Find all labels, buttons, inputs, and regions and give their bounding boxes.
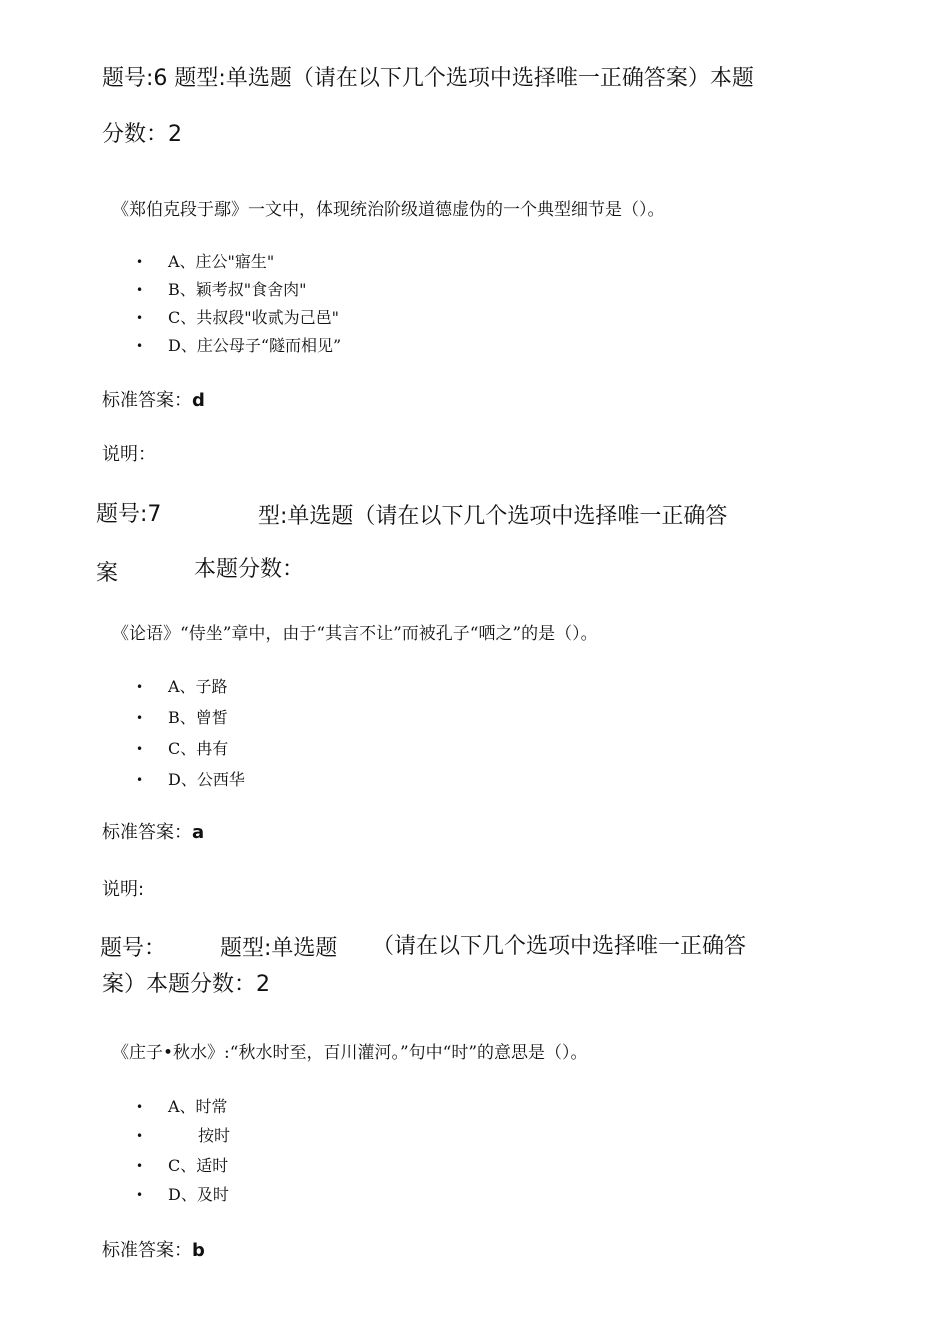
bullet-icon: • xyxy=(136,1188,144,1202)
option-d: D、及时 xyxy=(168,1185,229,1204)
option-b: B、曾皙 xyxy=(168,708,228,727)
option-c: C、适时 xyxy=(168,1156,229,1175)
option-d: D、公西华 xyxy=(168,770,245,789)
question-7-header-number: 题号:7 xyxy=(96,502,162,527)
bullet-icon: • xyxy=(136,1159,144,1173)
question-8-text: 《庄子•秋水》:“秋水时至，百川灌河。”句中“时”的意思是（）。 xyxy=(112,1043,588,1063)
bullet-icon: • xyxy=(136,339,144,353)
option-a: A、子路 xyxy=(168,677,228,696)
question-8-header-line2: 案）本题分数：2 xyxy=(102,972,270,997)
option-b: 按时 xyxy=(198,1126,231,1145)
question-7-explain-label: 说明: xyxy=(102,879,145,900)
option-a: A、庄公"寤生" xyxy=(168,252,275,271)
question-7-header-type: 型:单选题（请在以下几个选项中选择唯一正确答 xyxy=(258,504,728,529)
question-8-header-type: 题型:单选题 xyxy=(220,936,338,961)
option-d: D、庄公母子“隧而相见” xyxy=(168,336,342,355)
option-c: C、冉有 xyxy=(168,739,229,758)
question-6-answer xyxy=(102,388,205,414)
bullet-icon: • xyxy=(136,255,144,269)
bullet-icon: • xyxy=(136,742,144,756)
answer-value: d xyxy=(192,390,205,411)
question-6-explain-label: 说明： xyxy=(102,444,156,465)
question-7-header-score: 本题分数： xyxy=(194,557,305,582)
question-7-header-wrap: 案 xyxy=(96,561,119,586)
bullet-icon: • xyxy=(136,311,144,325)
answer-label: 标准答案： xyxy=(102,390,192,411)
question-6-header-line2: 分数：2 xyxy=(102,122,182,147)
bullet-icon: • xyxy=(136,283,144,297)
question-6-text: 《郑伯克段于鄢》一文中，体现统治阶级道德虚伪的一个典型细节是（）。 xyxy=(112,200,665,220)
question-8-header-instruction: （请在以下几个选项中选择唯一正确答 xyxy=(372,934,747,959)
answer-label: 标准答案： xyxy=(102,822,192,843)
answer-label: 标准答案： xyxy=(102,1240,192,1261)
question-7-answer xyxy=(102,820,204,846)
bullet-icon: • xyxy=(136,680,144,694)
bullet-icon: • xyxy=(136,1129,144,1143)
bullet-icon: • xyxy=(136,1100,144,1114)
question-8-answer xyxy=(102,1238,205,1264)
question-7-text: 《论语》“侍坐”章中，由于“其言不让”而被孔子“哂之”的是（）。 xyxy=(112,624,598,644)
question-8-header-number: 题号： xyxy=(100,936,167,961)
bullet-icon: • xyxy=(136,773,144,787)
answer-value: a xyxy=(192,822,205,843)
question-6-header-line1: 题号:6 题型:单选题（请在以下几个选项中选择唯一正确答案）本题 xyxy=(102,66,754,91)
option-b: B、颖考叔"食舍肉" xyxy=(168,280,307,299)
answer-value: b xyxy=(192,1240,205,1261)
option-a: A、时常 xyxy=(168,1097,228,1116)
bullet-icon: • xyxy=(136,711,144,725)
option-c: C、共叔段"收贰为己邑" xyxy=(168,308,339,327)
